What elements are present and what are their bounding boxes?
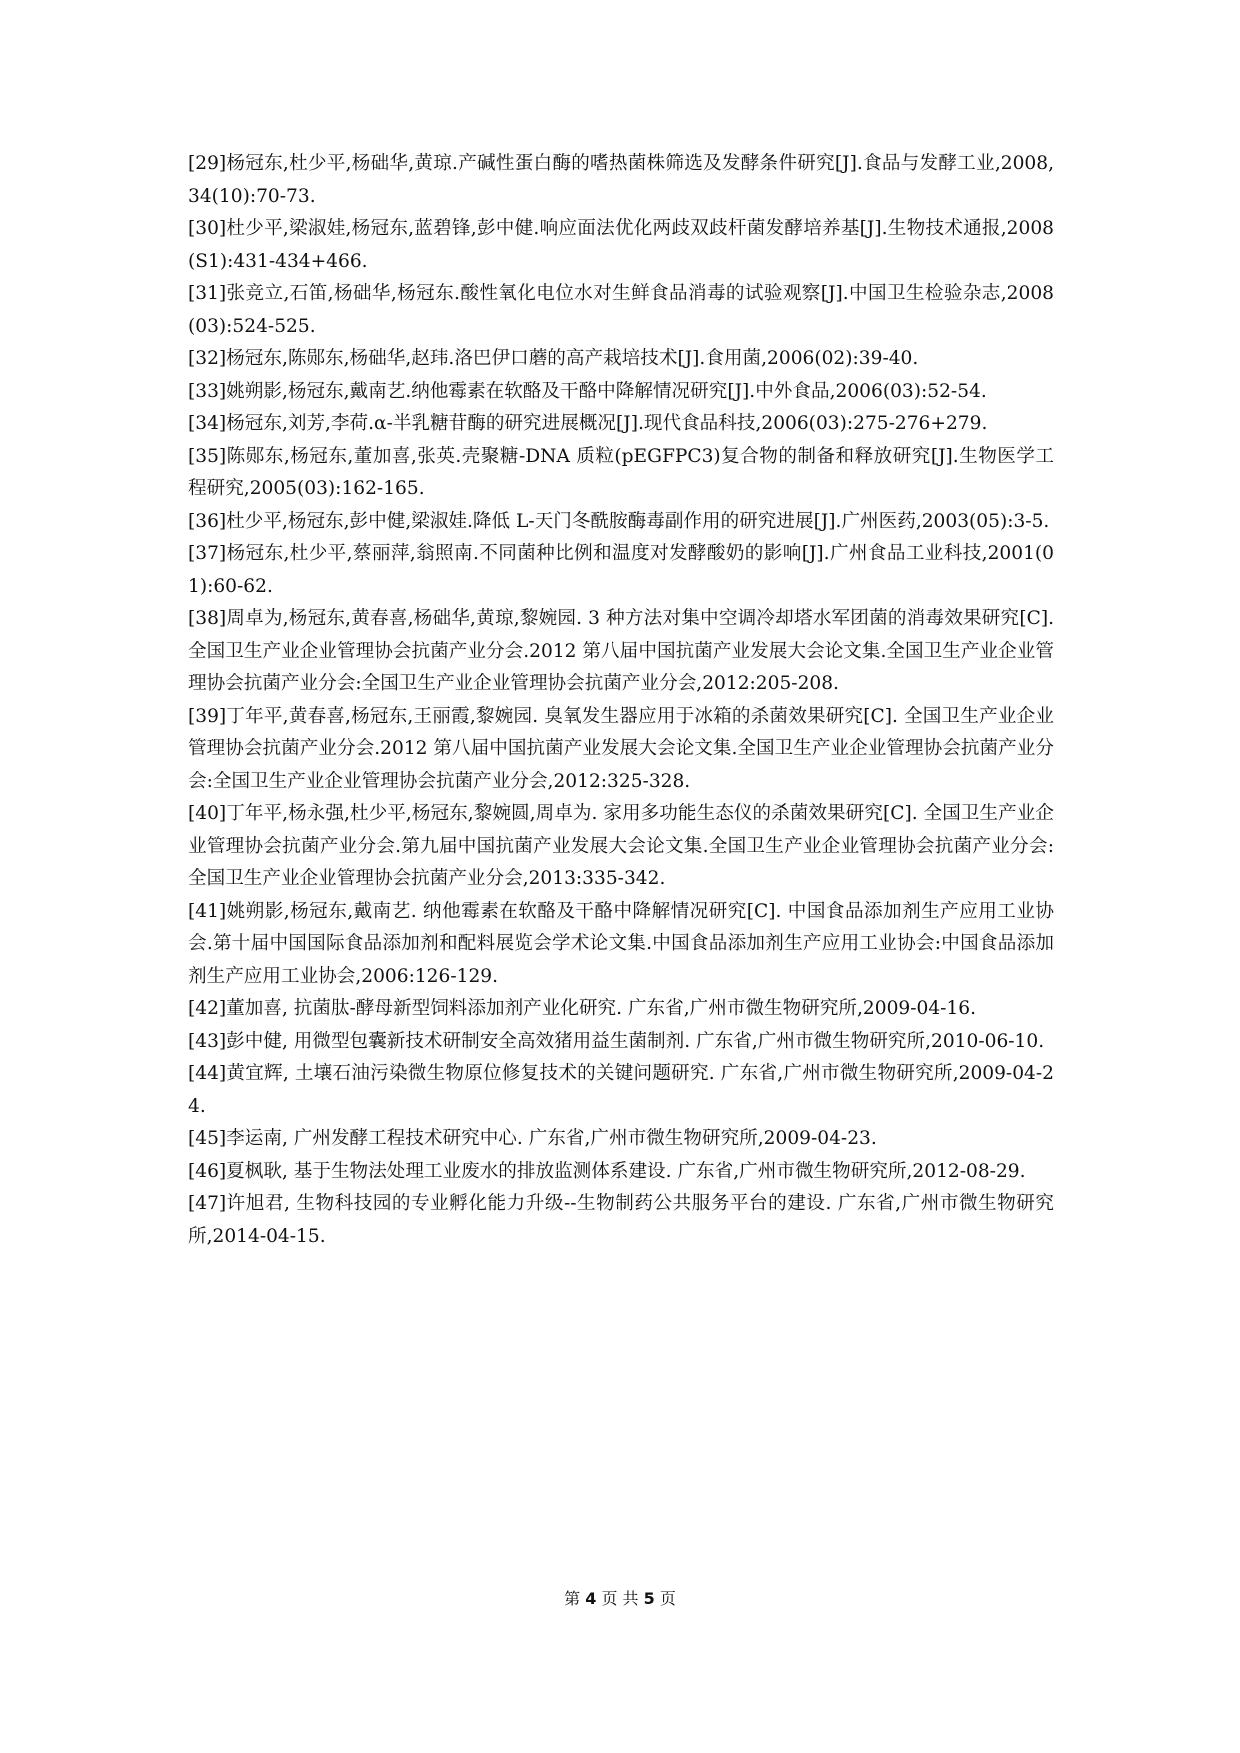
footer-middle: 页 共 (601, 1589, 639, 1608)
reference-item: [29]杨冠东,杜少平,杨础华,黄琼.产碱性蛋白酶的嗜热菌株筛选及发酵条件研究[J].食品与发酵工业,2008,34(10):70-73. (188, 153, 1054, 207)
reference-item: [32]杨冠东,陈郧东,杨础华,赵玮.洛巴伊口蘑的高产栽培技术[J].食用菌,2006(02):39-40. (188, 348, 919, 369)
total-pages-number: 5 (643, 1589, 655, 1608)
reference-item: [45]李运南, 广州发酵工程技术研究中心. 广东省,广州市微生物研究所,2009-04-23. (188, 1128, 877, 1149)
reference-item: [44]黄宜辉, 土壤石油污染微生物原位修复技术的关键问题研究. 广东省,广州市微生物研究所,2009-04-24. (188, 1063, 1054, 1117)
page-footer (0, 1589, 1240, 1609)
reference-item: [39]丁年平,黄春喜,杨冠东,王丽霞,黎婉园. 臭氧发生器应用于冰箱的杀菌效果研究[C]. 全国卫生产业企业管理协会抗菌产业分会.2012 第八届中国抗菌产业发展大会论文集.全国卫生产业企业管理协会抗菌产业分会:全国卫生产业企业管理协会抗菌产业分会,2012:325-328. (188, 705, 1054, 792)
reference-item: [30]杜少平,梁淑娃,杨冠东,蓝碧锋,彭中健.响应面法优化两歧双歧杆菌发酵培养基[J].生物技术通报,2008(S1):431-434+466. (188, 218, 1054, 272)
footer-suffix: 页 (659, 1589, 676, 1608)
footer-prefix: 第 (564, 1589, 581, 1608)
reference-item: [37]杨冠东,杜少平,蔡丽萍,翁照南.不同菌种比例和温度对发酵酸奶的影响[J].广州食品工业科技,2001(01):60-62. (188, 543, 1054, 597)
reference-item: [33]姚朔影,杨冠东,戴南艺.纳他霉素在软酪及干酪中降解情况研究[J].中外食品,2006(03):52-54. (188, 380, 987, 402)
reference-item: [34]杨冠东,刘芳,李荷.α-半乳糖苷酶的研究进展概况[J].现代食品科技,2006(03):275-276+279. (188, 413, 988, 434)
reference-item: [43]彭中健, 用微型包囊新技术研制安全高效猪用益生菌制剂. 广东省,广州市微生物研究所,2010-06-10. (188, 1030, 1045, 1052)
reference-item: [31]张竞立,石笛,杨础华,杨冠东.酸性氧化电位水对生鲜食品消毒的试验观察[J].中国卫生检验杂志,2008(03):524-525. (188, 283, 1054, 337)
reference-item: [41]姚朔影,杨冠东,戴南艺. 纳他霉素在软酪及干酪中降解情况研究[C]. 中国食品添加剂生产应用工业协会.第十届中国国际食品添加剂和配料展览会学术论文集.中国食品添加剂生产应用工业协会:中国食品添加剂生产应用工业协会,2006:126-129. (188, 900, 1054, 987)
reference-item: [46]夏枫耿, 基于生物法处理工业废水的排放监测体系建设. 广东省,广州市微生物研究所,2012-08-29. (188, 1160, 1026, 1182)
current-page-number: 4 (585, 1589, 597, 1608)
reference-list (188, 148, 1054, 1253)
reference-item: [40]丁年平,杨永强,杜少平,杨冠东,黎婉圆,周卓为. 家用多功能生态仪的杀菌效果研究[C]. 全国卫生产业企业管理协会抗菌产业分会.第九届中国抗菌产业发展大会论文集.全国卫生产业企业管理协会抗菌产业分会:全国卫生产业企业管理协会抗菌产业分会,2013:335-342. (188, 803, 1054, 889)
reference-item: [38]周卓为,杨冠东,黄春喜,杨础华,黄琼,黎婉园. 3 种方法对集中空调冷却塔水军团菌的消毒效果研究[C]. 全国卫生产业企业管理协会抗菌产业分会.2012 第八届中国抗菌产业发展大会论文集.全国卫生产业企业管理协会抗菌产业分会:全国卫生产业企业管理协会抗菌产业分会,2012:205-208. (188, 608, 1054, 694)
reference-item: [42]董加喜, 抗菌肽-酵母新型饲料添加剂产业化研究. 广东省,广州市微生物研究所,2009-04-16. (188, 998, 977, 1019)
reference-item: [35]陈郧东,杨冠东,董加喜,张英.壳聚糖-DNA 质粒(pEGFPC3)复合物的制备和释放研究[J].生物医学工程研究,2005(03):162-165. (188, 445, 1054, 499)
reference-item: [47]许旭君, 生物科技园的专业孵化能力升级--生物制药公共服务平台的建设. 广东省,广州市微生物研究所,2014-04-15. (188, 1193, 1054, 1247)
reference-item: [36]杜少平,杨冠东,彭中健,梁淑娃.降低 L-天门冬酰胺酶毒副作用的研究进展[J].广州医药,2003(05):3-5. (188, 510, 1050, 532)
